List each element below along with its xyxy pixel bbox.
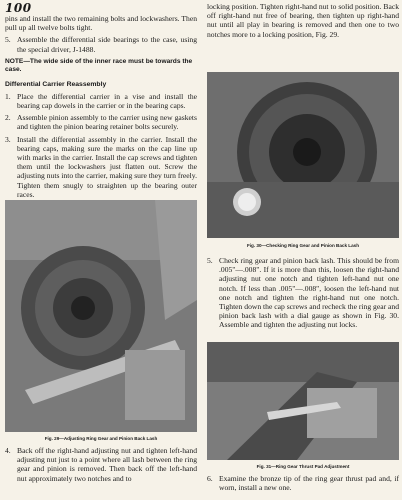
step-text: Assemble pinion assembly to the carrier using new gaskets and tighten the pinion bearing retainer bolts securely. bbox=[17, 113, 197, 132]
differential-carrier-image bbox=[5, 200, 197, 432]
page-number: 100 bbox=[5, 1, 32, 15]
step-number: 5. bbox=[207, 256, 213, 265]
right-column bbox=[207, 2, 399, 42]
step-2 bbox=[5, 113, 197, 131]
right-bottom-text bbox=[207, 474, 399, 495]
step-4 bbox=[5, 446, 197, 483]
step-number: 1. bbox=[5, 91, 11, 101]
step-6 bbox=[207, 474, 399, 492]
dial-gauge-image bbox=[207, 72, 399, 238]
left-intro-paragraph: pins and install the two remaining bolts and lockwashers. Then pull up all twelve bolts tight. bbox=[5, 14, 197, 33]
step-text: Back off the right-hand adjusting nut and tighten left-hand adjusting nut just to a point where all lash between the ring gear and pinion is removed. Then back off the left-hand nut approximately two notches and to bbox=[17, 446, 197, 483]
thrust-pad-image bbox=[207, 342, 399, 460]
step-1 bbox=[5, 92, 197, 110]
figure-29-photo bbox=[5, 200, 197, 432]
figure-31-photo bbox=[207, 342, 399, 460]
note: NOTE—The wide side of the inner race must be towards the case. bbox=[5, 57, 193, 74]
left-bottom-text bbox=[5, 446, 197, 486]
step-5-left bbox=[5, 35, 197, 53]
step-number: 3. bbox=[5, 134, 11, 144]
figure-30-caption: Fig. 30—Checking Ring Gear and Pinion Back Lash bbox=[246, 243, 360, 248]
step-text: Check ring gear and pinion back lash. This should be from .005"—.008". If it is more than this, loosen the right-hand adjusting nut one notch and tighten left-hand nut one notch. If less than .005"—.008", loosen the left-hand nut one notch and tighten the right-hand nut one notch. Tighten down the cap screws and recheck the ring gear and pinion back lash with a dial gauge as shown in Fig. 30. Assemble and tighten the adjusting nut locks. bbox=[219, 256, 399, 330]
step-3 bbox=[5, 135, 197, 199]
step-text: Place the differential carrier in a vise and install the bearing cap dowels in the carrier or in the bearing caps. bbox=[17, 91, 197, 111]
step-text: Examine the bronze tip of the ring gear thrust pad and, if worn, install a new one. bbox=[219, 474, 399, 493]
figure-31-caption: Fig. 31—Ring Gear Thrust Pad Adjustment bbox=[256, 464, 350, 469]
step-number: 4. bbox=[5, 446, 11, 455]
right-intro-paragraph: locking position. Tighten right-hand nut to solid position. Back off right-hand nut free of bearing, then tighten up right-hand nut until all play in bearing is removed and then one to two notches more to a locking position, Fig. 29. bbox=[207, 2, 399, 39]
step-number: 6. bbox=[207, 474, 213, 483]
step-text: Install the differential assembly in the carrier. Install the bearing caps, making sure the marks on the cap line up with marks in the carrier. Install the cap screws and tighten them until the lockwashers just flatten out. Screw the adjusting nuts into the carrier, making sure they turn freely. Tighten them snugly to straighten up the bearing outer races. bbox=[17, 134, 197, 199]
section-heading: Differential Carrier Reassembly bbox=[5, 80, 107, 88]
figure-29-caption: Fig. 29—Adjusting Ring Gear and Pinion Back Lash bbox=[44, 436, 158, 441]
step-5-right bbox=[207, 256, 399, 330]
step-number: 5. bbox=[5, 35, 11, 45]
right-middle-text bbox=[207, 256, 399, 333]
step-text: Assemble the differential side bearings to the case, using the special driver, J-1488. bbox=[17, 35, 197, 54]
step-number: 2. bbox=[5, 113, 11, 123]
left-column bbox=[5, 14, 197, 202]
figure-30-photo bbox=[207, 72, 399, 238]
